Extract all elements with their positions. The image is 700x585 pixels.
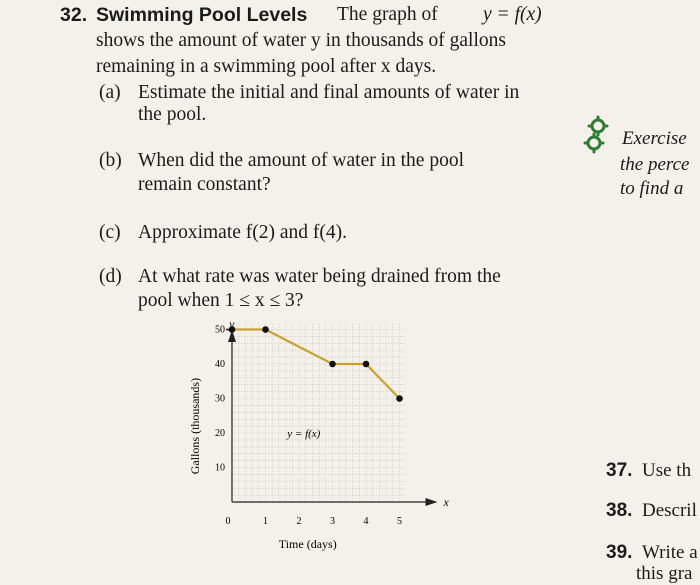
x-axis-letter: x (443, 495, 449, 509)
data-point (363, 361, 370, 368)
part-d-text: At what rate was water being drained from the (138, 266, 501, 287)
x-tick-label: 3 (330, 516, 335, 527)
item-38-number: 38. (606, 500, 633, 521)
problem-number: 32. (60, 4, 88, 26)
part-a-label: (a) (99, 82, 121, 103)
x-tick-label: 1 (263, 516, 268, 527)
data-point (329, 361, 336, 368)
gear-icon (583, 116, 613, 154)
problem-line-3: remaining in a swimming pool after x days. (96, 56, 437, 77)
item-39-text-cont: this gra (636, 563, 693, 584)
y-tick-label: 30 (215, 393, 225, 405)
problem-line-2: shows the amount of water y in thousands of gallons (96, 30, 506, 51)
item-37-text: Use th (642, 460, 692, 481)
x-tick-label: 4 (363, 516, 369, 527)
part-b-text-cont: remain constant? (138, 174, 271, 195)
y-tick-label: 40 (215, 359, 225, 370)
sidebar-line-2: the perce (620, 154, 690, 175)
intro-text: The graph of (337, 4, 438, 25)
part-c-label: (c) (99, 222, 121, 243)
part-c-text: Approximate f(2) and f(4). (138, 222, 348, 243)
part-b-text: When did the amount of water in the pool (138, 150, 464, 171)
x-tick-label: 5 (397, 516, 402, 527)
sidebar-line-1: Exercise (622, 128, 687, 149)
item-38-text: Descril (642, 500, 697, 521)
item-39-number: 39. (606, 542, 633, 563)
y-axis-title: Gallons (thousands) (188, 377, 202, 475)
part-d-text-cont: pool when 1 ≤ x ≤ 3? (138, 290, 304, 311)
x-axis-title: Time (days) (278, 537, 337, 551)
problem-title: Swimming Pool Levels (96, 4, 308, 26)
item-37-number: 37. (606, 460, 633, 481)
curve-label: y = f(x) (287, 428, 321, 440)
part-d-label: (d) (99, 266, 122, 287)
item-39-text: Write a (642, 542, 698, 563)
part-b-label: (b) (99, 150, 122, 171)
water-level-chart (180, 317, 449, 576)
intro-equation: y = f(x) (483, 4, 542, 25)
x-tick-label: 0 (225, 516, 231, 527)
x-axis-arrow (426, 498, 438, 506)
part-a-text: Estimate the initial and final amounts of water in (138, 82, 520, 103)
y-tick-label: 10 (215, 462, 225, 474)
y-tick-label: 50 (215, 324, 225, 336)
y-axis-letter: y (229, 317, 235, 331)
data-point (262, 326, 269, 333)
x-tick-label: 2 (296, 516, 302, 527)
part-a-text-cont: the pool. (138, 104, 207, 125)
y-tick-label: 20 (215, 428, 225, 439)
data-point (396, 395, 403, 402)
sidebar-line-3: to find a (620, 178, 684, 199)
